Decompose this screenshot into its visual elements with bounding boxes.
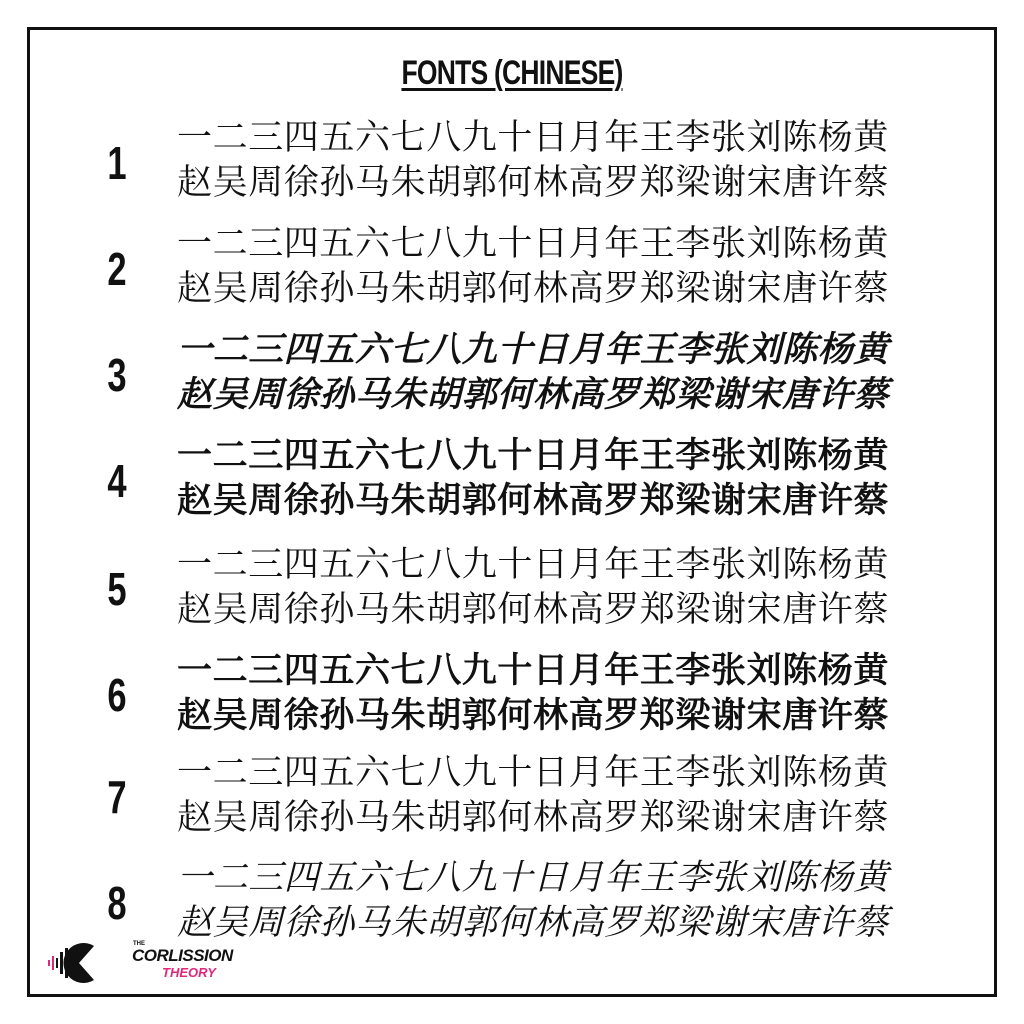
sample-text [177, 542, 937, 632]
row-number: 1 [107, 137, 127, 189]
sample-line-1: 一二三四五六七八九十日月年王李张刘陈杨黄 [177, 545, 890, 584]
sample-line-1: 一二三四五六七八九十日月年王李张刘陈杨黄 [177, 753, 890, 792]
row-number: 7 [107, 771, 127, 823]
logo-sub-text: THEORY [162, 965, 216, 980]
sample-line-2: 赵吴周徐孙马朱胡郭何林高罗郑梁谢宋唐许蔡 [177, 481, 890, 521]
sample-text [177, 750, 937, 840]
logo-the-text: THE [133, 941, 145, 947]
page-title: FONTS (CHINESE) [401, 54, 623, 92]
sample-line-2: 赵吴周徐孙马朱胡郭何林高罗郑梁谢宋唐许蔡 [177, 695, 890, 736]
sample-line-1: 一二三四五六七八九十日月年王李张刘陈杨黄 [177, 436, 890, 476]
row-number: 4 [107, 455, 127, 507]
row-number: 5 [107, 563, 127, 615]
sample-text [177, 222, 937, 312]
sample-text [177, 116, 937, 206]
sample-text [177, 856, 937, 946]
sample-line-2: 赵吴周徐孙马朱胡郭何林高罗郑梁谢宋唐许蔡 [177, 903, 890, 943]
sample-line-2: 赵吴周徐孙马朱胡郭何林高罗郑梁谢宋唐许蔡 [177, 798, 890, 837]
sample-text [177, 434, 937, 524]
sample-line-1: 一二三四五六七八九十日月年王李张刘陈杨黄 [177, 118, 890, 158]
brand-logo [46, 938, 246, 988]
sample-line-1: 一二三四五六七八九十日月年王李张刘陈杨黄 [177, 650, 890, 691]
sample-line-1: 一二三四五六七八九十日月年王李张刘陈杨黄 [177, 224, 890, 264]
font-sample-row-7 [30, 750, 996, 854]
font-sample-row-5 [30, 542, 996, 646]
sample-text [177, 648, 937, 738]
sample-line-1: 一二三四五六七八九十日月年王李张刘陈杨黄 [177, 330, 890, 370]
row-number: 2 [107, 243, 127, 295]
font-sample-row-1 [30, 116, 996, 220]
logo-main-text: CORLISSION [132, 946, 233, 965]
row-number: 6 [107, 669, 127, 721]
row-number: 3 [107, 349, 127, 401]
sample-line-1: 一二三四五六七八九十日月年王李张刘陈杨黄 [177, 858, 890, 898]
font-sample-row-3 [30, 328, 996, 432]
font-sample-row-6 [30, 648, 996, 752]
sample-line-2: 赵吴周徐孙马朱胡郭何林高罗郑梁谢宋唐许蔡 [177, 163, 890, 203]
sample-line-2: 赵吴周徐孙马朱胡郭何林高罗郑梁谢宋唐许蔡 [177, 269, 890, 309]
sample-line-2: 赵吴周徐孙马朱胡郭何林高罗郑梁谢宋唐许蔡 [177, 590, 890, 629]
sample-text [177, 328, 937, 418]
font-sample-row-2 [30, 222, 996, 326]
font-sample-sheet [27, 27, 997, 997]
sample-line-2: 赵吴周徐孙马朱胡郭何林高罗郑梁谢宋唐许蔡 [177, 375, 890, 415]
row-number: 8 [107, 877, 127, 929]
pacman-speaker-icon [46, 938, 136, 988]
font-sample-row-4 [30, 434, 996, 538]
